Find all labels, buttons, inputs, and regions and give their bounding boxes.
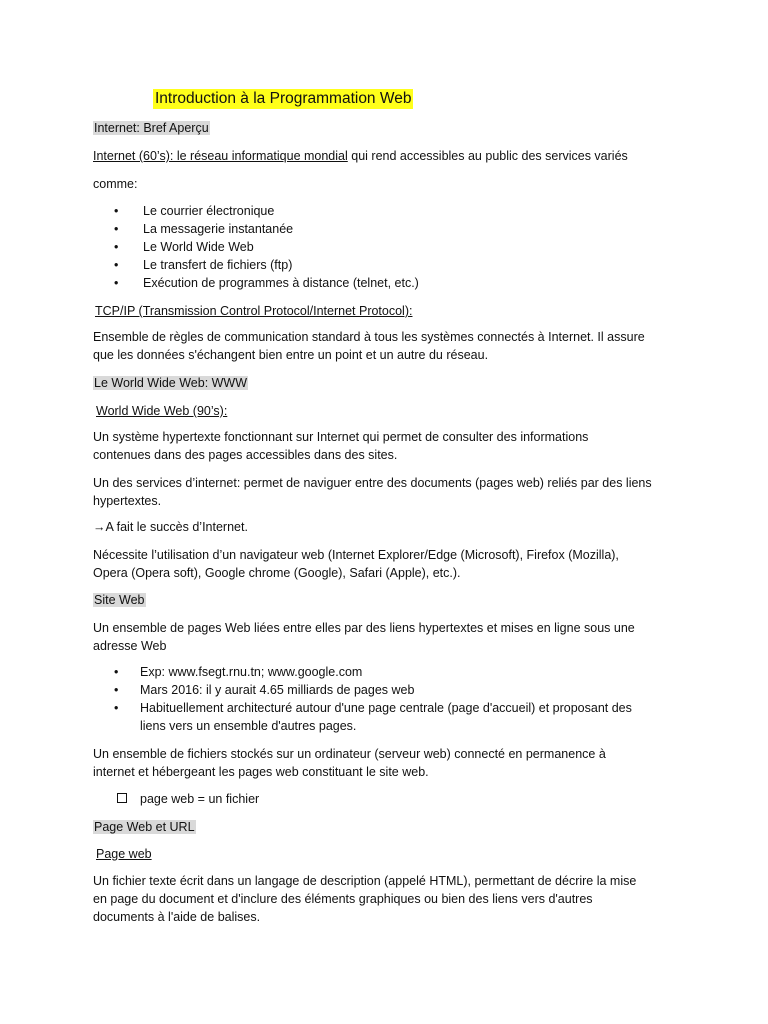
internet-intro-underlined: Internet (60’s): le réseau informatique mondial xyxy=(93,149,348,163)
document-title: Introduction à la Programmation Web xyxy=(155,90,412,107)
internet-intro-line2: comme: xyxy=(93,177,138,191)
site-p2-line1: Un ensemble de fichiers stockés sur un ordinateur (serveur web) connecté en permanence à xyxy=(93,747,606,761)
list-item: • Mars 2016: il y aurait 4.65 milliards de pages web xyxy=(93,681,693,699)
list-item: • Exécution de programmes à distance (telnet, etc.) xyxy=(93,274,693,292)
list-item: • Le transfert de fichiers (ftp) xyxy=(93,256,693,274)
list-item: • Le courrier électronique xyxy=(93,202,693,220)
tcp-text-line1: Ensemble de règles de communication standard à tous les systèmes connectés à Internet. Il assure xyxy=(93,330,645,344)
list-item: • Le World Wide Web xyxy=(93,238,693,256)
tcp-heading: TCP/IP (Transmission Control Protocol/Internet Protocol): xyxy=(95,304,413,318)
square-bullet-icon xyxy=(117,793,127,803)
www-p4-line2: Opera (Opera soft), Google chrome (Google), Safari (Apple), etc.). xyxy=(93,566,461,580)
www-p2-line1: Un des services d’internet: permet de naviguer entre des documents (pages web) reliés par des liens xyxy=(93,476,652,490)
list-item: • Habituellement architecturé autour d'une page centrale (page d'accueil) et proposant des liens vers un ensemble d'autres pages. xyxy=(93,699,693,735)
internet-intro xyxy=(93,147,693,165)
page-web-subheading: Page web xyxy=(96,847,152,861)
www-subheading: World Wide Web (90’s): xyxy=(96,404,228,418)
www-p1-line2: contenues dans des pages accessibles dans des sites. xyxy=(93,448,398,462)
section-heading-page-web-url: Page Web et URL xyxy=(94,820,195,834)
page-web-p1-line1: Un fichier texte écrit dans un langage de description (appelé HTML), permettant de décrire la mise xyxy=(93,874,637,888)
page-web-p1-line2: en page du document et d'inclure des éléments graphiques ou bien des liens vers d'autres xyxy=(93,892,593,906)
internet-services-list xyxy=(93,202,693,292)
section-heading-www: Le World Wide Web: WWW xyxy=(94,376,248,390)
site-web-list xyxy=(93,663,693,735)
site-p2-line2: internet et hébergeant les pages web constituant le site web. xyxy=(93,765,429,779)
www-p4-line1: Nécessite l’utilisation d’un navigateur web (Internet Explorer/Edge (Microsoft), Firefox (Mozilla), xyxy=(93,548,619,562)
internet-intro-rest: qui rend accessibles au public des services variés xyxy=(347,149,628,163)
box-list-item xyxy=(117,790,259,808)
www-p1-line1: Un système hypertexte fonctionnant sur Internet qui permet de consulter des informations xyxy=(93,430,589,444)
page-web-p1-line3: documents à l'aide de balises. xyxy=(93,910,261,924)
site-p1-line1: Un ensemble de pages Web liées entre elles par des liens hypertextes et mises en ligne sous une xyxy=(93,621,635,635)
list-item: • La messagerie instantanée xyxy=(93,220,693,238)
www-p3: →A fait le succès d’Internet. xyxy=(93,520,248,534)
site-p1-line2: adresse Web xyxy=(93,639,167,653)
list-item: • Exp: www.fsegt.rnu.tn; www.google.com xyxy=(93,663,693,681)
section-heading-site-web: Site Web xyxy=(94,593,145,607)
box-item-text: page web = un fichier xyxy=(140,792,260,806)
tcp-text-line2: que les données s'échangent bien entre un point et un autre du réseau. xyxy=(93,348,489,362)
www-p2-line2: hypertextes. xyxy=(93,494,162,508)
list-item-continuation: liens vers un ensemble d'autres pages. xyxy=(140,719,357,733)
section-heading-internet: Internet: Bref Aperçu xyxy=(94,121,209,135)
